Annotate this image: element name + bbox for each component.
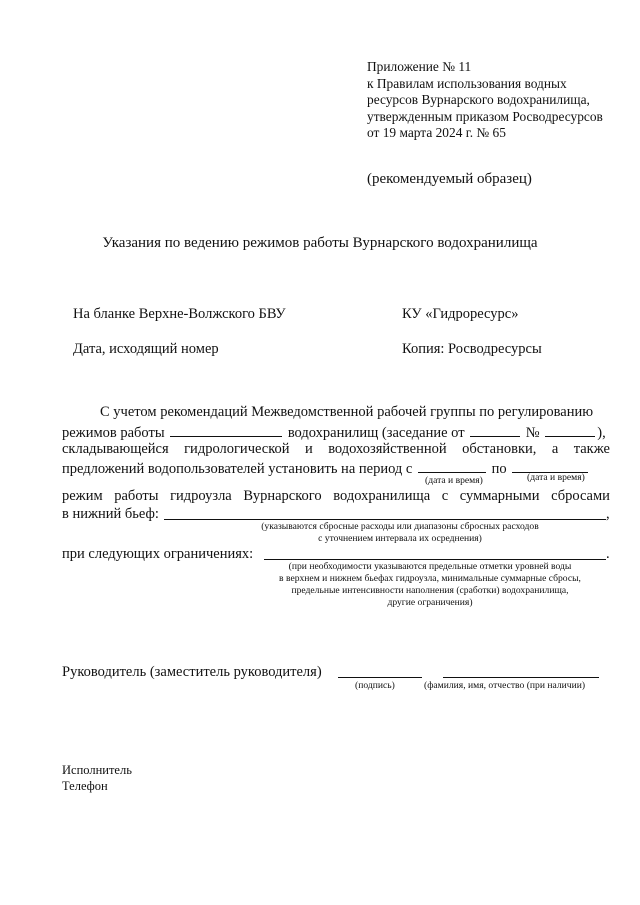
appendix-number: Приложение № 11 [367,59,472,74]
recommended-sample-note: (рекомендуемый образец) [367,171,532,187]
caption-date-end: (дата и время) [527,472,585,483]
caption-discharges: (указываются сбросные расходы или диапазоны сбросных расходов с уточнением интервала их осреднения) [261,521,539,544]
blank-field [512,459,588,473]
appendix-block [367,59,603,142]
executor-label: Исполнитель [62,763,132,777]
caption-date-start: (дата и время) [425,475,483,486]
body-line-6: в нижний бьеф: [62,506,159,522]
blank-field [545,423,595,437]
appendix-line-4: утвержденным приказом Росводресурсов [367,108,603,124]
blank-field [170,423,282,437]
appendix-line-5: от 19 марта 2024 г. № 65 [367,125,506,141]
phone-label: Телефон [62,779,108,793]
body-line-5: режим работы гидроузла Вурнарского водохранилища с суммарными сбросами [62,488,610,504]
body-line-2: режимов работы водохранилищ (заседание от № ), [62,425,606,441]
appendix-line-3: ресурсов Вурнарского водохранилища, [367,92,590,108]
date-number-note: Дата, исходящий номер [73,341,219,357]
discharges-blank [164,519,606,520]
caption-full-name: (фамилия, имя, отчество (при наличии) [424,680,586,691]
document-title: Указания по ведению режимов работы Вурнарского водохранилища [102,235,538,251]
comma: , [606,506,610,522]
caption-signature: (подпись) [355,680,395,691]
body-line-7: при следующих ограничениях: [62,546,254,562]
blank-field [418,459,486,473]
copy-recipient: Копия: Росводресурсы [402,341,542,357]
caption-limitations: (при необходимости указываются предельные отметки уровней воды в верхнем и нижнем бьефах гидроузла, минимальные суммарные сбросы, предельные интенсивности наполнения (сработки) водохранилища, другие ограничения) [279,561,581,608]
limitations-blank [264,559,606,560]
appendix-line-2: к Правилам использования водных [367,75,567,91]
body-line-4: предложений водопользователей установить на период с по [62,459,590,478]
body-line-3: складывающейся гидрологической и водохозяйственной обстановки, а также [62,441,610,457]
body-line-1: С учетом рекомендаций Межведомственной рабочей группы по регулированию [100,404,594,420]
letterhead-note: На бланке Верхне-Волжского БВУ [73,306,286,322]
signature-label: Руководитель (заместитель руководителя) [62,664,322,680]
name-blank [443,677,599,678]
signature-blank [338,677,422,678]
blank-field [470,423,520,437]
period: . [606,546,610,562]
addressee: КУ «Гидроресурс» [402,306,519,322]
